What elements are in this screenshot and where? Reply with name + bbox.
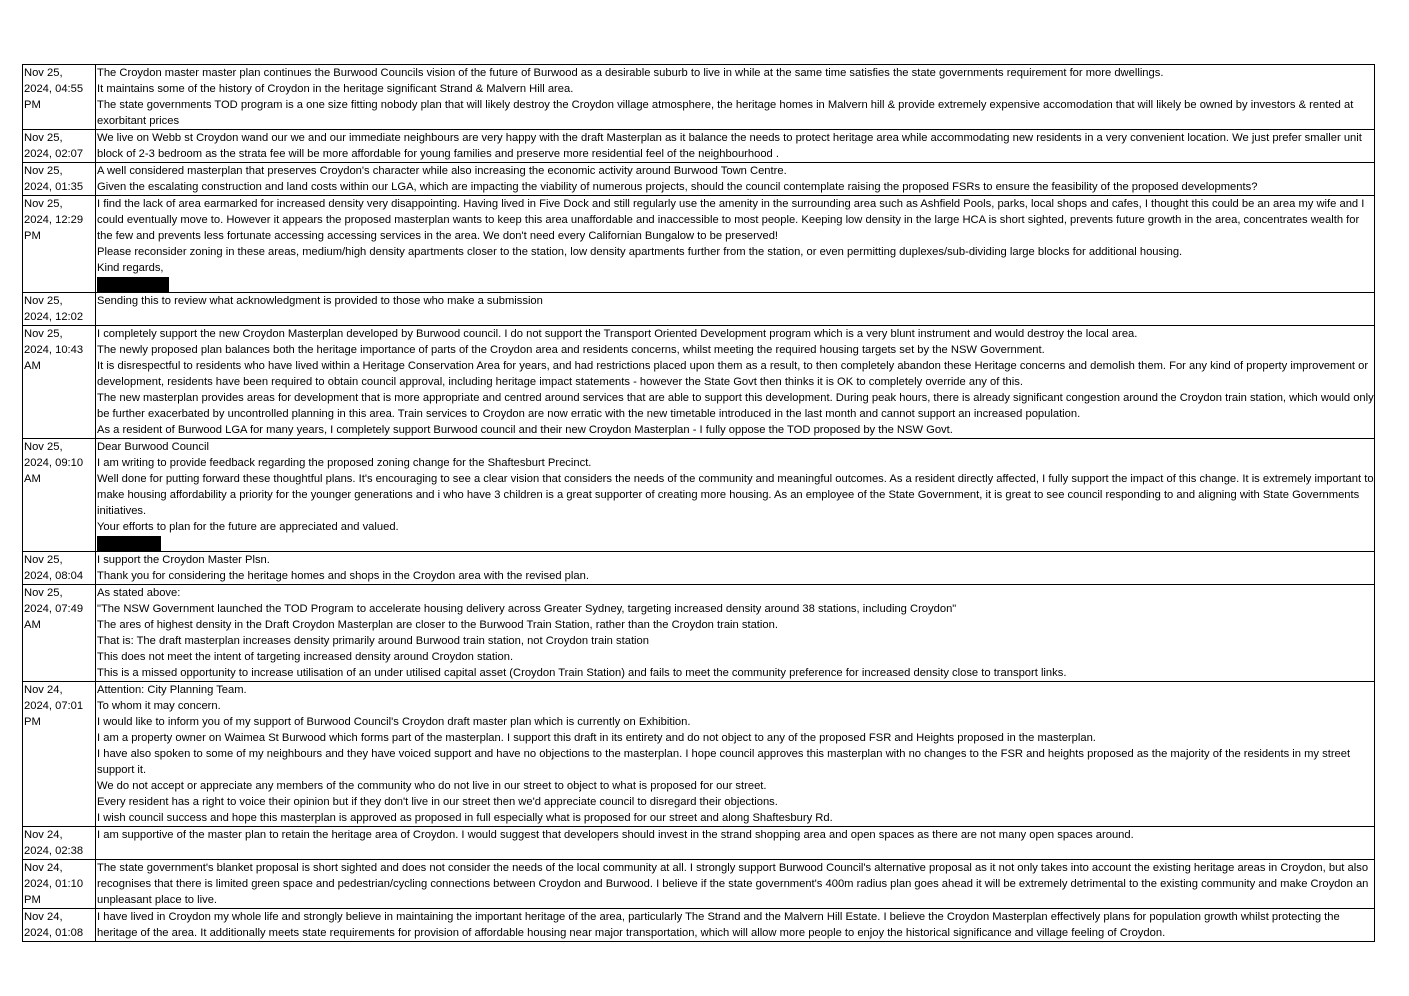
submission-text-line: A well considered masterplan that preserves Croydon's character while also increasing the economic activity around Burwood Town Centre. (97, 165, 787, 177)
table-row (23, 326, 1375, 439)
submissions-table (22, 64, 1375, 942)
submission-text-cell (96, 909, 1375, 942)
submission-date-line: 2024, 07:49 (24, 603, 84, 615)
submission-date-cell (23, 293, 96, 326)
submission-date-line: 2024, 02:38 (24, 845, 84, 857)
submission-text-line: The Croydon master master plan continues the Burwood Councils vision of the future of Burwood as a desirable suburb to live in while at the same time satisfies the state governments requirement for more dwellings. (97, 67, 1164, 79)
submission-date-line: PM (24, 894, 41, 906)
submission-date-cell (23, 163, 96, 196)
submission-date-line: Nov 25, (24, 165, 63, 177)
submission-date-cell (23, 585, 96, 682)
table-row (23, 130, 1375, 163)
submission-text-line: Given the escalating construction and land costs within our LGA, which are impacting the viability of numerous projects, should the council contemplate raising the proposed FSRs to ensure the feasibility of the proposed developments? (97, 181, 1258, 193)
submission-text-line: Thank you for considering the heritage homes and shops in the Croydon area with the revised plan. (97, 570, 589, 582)
submission-text-cell (96, 326, 1375, 439)
submission-date-line: PM (24, 716, 41, 728)
submission-text-line: I am writing to provide feedback regarding the proposed zoning change for the Shaftesburt Precinct. (97, 457, 592, 469)
submission-text-cell (96, 130, 1375, 163)
submission-date-line: 2024, 01:10 (24, 878, 84, 890)
submission-date-line: PM (24, 230, 41, 242)
table-row (23, 827, 1375, 860)
submission-text-cell (96, 196, 1375, 293)
table-row (23, 682, 1375, 827)
submission-text-line: Kind regards, (97, 262, 164, 274)
submission-date-line: 2024, 12:02 (24, 311, 84, 323)
submission-date-cell (23, 860, 96, 909)
submission-date-line: Nov 25, (24, 67, 63, 79)
submissions-table-body (23, 65, 1375, 942)
table-row (23, 163, 1375, 196)
submission-text-line: To whom it may concern. (97, 700, 221, 712)
submission-text-line: "The NSW Government launched the TOD Program to accelerate housing delivery across Greater Sydney, targeting increased density around 38 stations, including Croydon" (97, 603, 957, 615)
submission-date-cell (23, 196, 96, 293)
submission-date-line: Nov 24, (24, 829, 63, 841)
submission-text-line: I completely support the new Croydon Masterplan developed by Burwood council. I do not support the Transport Oriented Development program which is a very blunt instrument and would destroy the local area. (97, 328, 1138, 340)
submission-date-cell (23, 439, 96, 552)
table-row (23, 196, 1375, 293)
submission-text-cell (96, 552, 1375, 585)
submission-text-cell (96, 65, 1375, 130)
submission-date-line: Nov 25, (24, 198, 63, 210)
submission-date-line: Nov 25, (24, 295, 63, 307)
submission-text-line: I have lived in Croydon my whole life and strongly believe in maintaining the important heritage of the area, particularly The Strand and the Malvern Hill Estate. I believe the Croydon Masterplan effectively plans for population growth whilst protecting the heritage of the area. It additionally meets state requirements for provision of affordable housing near major transportation, which will allow more people to enjoy the historical significance and village feeling of Croydon. (97, 911, 1340, 939)
submission-text-line: This is a missed opportunity to increase utilisation of an under utilised capital asset (Croydon Train Station) and fails to meet the community preference for increased density close to transport links. (97, 667, 1067, 679)
table-row (23, 552, 1375, 585)
submission-text-cell (96, 439, 1375, 552)
submission-text-line: As a resident of Burwood LGA for many years, I completely support Burwood council and their new Croydon Masterplan - I fully oppose the TOD proposed by the NSW Govt. (97, 424, 953, 436)
submission-text-line: That is: The draft masterplan increases density primarily around Burwood train station, not Croydon train station (97, 635, 649, 647)
submission-date-line: AM (24, 473, 41, 485)
submission-date-line: 2024, 12:29 (24, 214, 84, 226)
submission-date-line: PM (24, 99, 41, 111)
table-row (23, 293, 1375, 326)
table-row (23, 65, 1375, 130)
submission-text-cell (96, 585, 1375, 682)
table-row (23, 860, 1375, 909)
submission-text-cell (96, 163, 1375, 196)
submission-date-line: AM (24, 619, 41, 631)
submission-text-line: We live on Webb st Croydon wand our we and our immediate neighbours are very happy with the draft Masterplan as it balance the needs to protect heritage area while accommodating new residents in a very convenient location. We just prefer smaller unit block of 2-3 bedroom as the strata fee will be more affordable for young families and preserve more residential feel of the neighbourhood . (97, 132, 1362, 160)
redacted-name-block (97, 277, 169, 292)
submission-text-line: Well done for putting forward these thoughtful plans. It's encouraging to see a clear vision that considers the needs of the community and meaningful outcomes. As a resident directly affected, I fully support the impact of this change. It is extremely important to make housing affordability a priority for the younger generations and i who have 3 children is a great supporter of creating more housing. As an employee of the State Government, it is great to see council responding to and aligning with State Governments initiatives. (97, 473, 1374, 517)
redacted-name-block (97, 536, 161, 551)
submission-text-cell (96, 293, 1375, 326)
submission-text-line: Dear Burwood Council (97, 441, 209, 453)
submission-text-line: Your efforts to plan for the future are appreciated and valued. (97, 521, 399, 533)
submission-text-line: The new masterplan provides areas for development that is more appropriate and centred around services that are able to support this development. During peak hours, there is already significant congestion around the Croydon train station, which would only be further exacerbated by uncontrolled planning in this area. Train services to Croydon are now erratic with the new timetable introduced in the last month and cannot support an increased population. (97, 392, 1374, 420)
submission-date-line: Nov 24, (24, 911, 63, 923)
submission-text-line: It is disrespectful to residents who have lived within a Heritage Conservation Area for years, and had restrictions placed upon them as a result, to then completely abandon these Heritage concerns and demolish them. For any kind of property improvement or development, residents have been required to obtain council approval, including heritage impact statements - however the State Govt then thinks it is OK to completely override any of this. (97, 360, 1369, 388)
submission-date-cell (23, 326, 96, 439)
submission-date-cell (23, 682, 96, 827)
submission-text-line: Please reconsider zoning in these areas, medium/high density apartments closer to the station, low density apartments further from the station, or even permitting duplexes/sub-dividing large blocks for additional housing. (97, 246, 1183, 258)
submission-text-line: Every resident has a right to voice their opinion but if they don't live in our street then we'd appreciate council to disregard their objections. (97, 796, 778, 808)
submission-text-cell (96, 682, 1375, 827)
submission-text-line: As stated above: (97, 587, 181, 599)
submission-date-line: Nov 24, (24, 862, 63, 874)
submission-date-line: 2024, 10:43 (24, 344, 84, 356)
submission-text-line: The state government's blanket proposal is short sighted and does not consider the needs of the local community at all. I strongly support Burwood Council's alternative proposal as it not only takes into account the existing heritage areas in Croydon, but also recognises that there is limited green space and pedestrian/cycling connections between Croydon and Burwood. I believe if the state government's 400m radius plan goes ahead it will be extremely detrimental to the existing community and make Croydon an unpleasant place to live. (97, 862, 1369, 906)
submission-date-cell (23, 552, 96, 585)
submission-date-line: 2024, 08:04 (24, 570, 84, 582)
submission-date-cell (23, 909, 96, 942)
submission-date-line: Nov 25, (24, 554, 63, 566)
submission-date-line: 2024, 02:07 (24, 148, 84, 160)
submission-text-line: Attention: City Planning Team. (97, 684, 247, 696)
submission-text-line: We do not accept or appreciate any members of the community who do not live in our street to object to what is proposed for our street. (97, 780, 767, 792)
submission-date-line: Nov 25, (24, 328, 63, 340)
submission-text-line: I would like to inform you of my support of Burwood Council's Croydon draft master plan which is currently on Exhibition. (97, 716, 691, 728)
submission-text-line: Sending this to review what acknowledgment is provided to those who make a submission (97, 295, 543, 307)
submission-date-cell (23, 827, 96, 860)
submission-date-line: 2024, 01:08 (24, 927, 84, 939)
submission-text-line: I wish council success and hope this masterplan is approved as proposed in full especially what is proposed for our street and along Shaftesbury Rd. (97, 812, 833, 824)
submission-date-line: 2024, 09:10 (24, 457, 84, 469)
submission-date-line: 2024, 07:01 (24, 700, 84, 712)
submission-date-cell (23, 130, 96, 163)
submission-text-line: I support the Croydon Master Plsn. (97, 554, 270, 566)
submission-text-line: The newly proposed plan balances both the heritage importance of parts of the Croydon area and residents concerns, whilst meeting the required housing targets set by the NSW Government. (97, 344, 1045, 356)
submission-text-line: I have also spoken to some of my neighbours and they have voiced support and have no objections to the masterplan. I hope council approves this masterplan with no changes to the FSR and heights proposed as the majority of the residents in my street support it. (97, 748, 1351, 776)
submission-text-line: I find the lack of area earmarked for increased density very disappointing. Having lived in Five Dock and still regularly use the amenity in the surrounding area such as Ashfield Pools, parks, local shops and cafes, I thought this could be an area my wife and I could eventually move to. However it appears the proposed masterplan wants to keep this area unaffordable and inaccessible to most people. Keeping low density in the large HCA is short sighted, prevents future growth in the area, concentrates wealth for the few and prevents less fortunate accessing accessing services in the area. We don't need every Californian Bungalow to be preserved! (97, 198, 1365, 242)
submission-text-cell (96, 827, 1375, 860)
submission-date-line: Nov 25, (24, 441, 63, 453)
submission-text-line: The state governments TOD program is a one size fitting nobody plan that will likely destroy the Croydon village atmosphere, the heritage homes in Malvern hill & provide extremely expensive accomodation that will likely be owned by investors & rented at exorbitant prices (97, 99, 1354, 127)
submission-text-line: I am a property owner on Waimea St Burwood which forms part of the masterplan. I support this draft in its entirety and do not object to any of the proposed FSR and Heights proposed in the masterplan. (97, 732, 1096, 744)
submission-text-cell (96, 860, 1375, 909)
submission-text-line: The ares of highest density in the Draft Croydon Masterplan are closer to the Burwood Train Station, rather than the Croydon train station. (97, 619, 778, 631)
submission-date-line: Nov 25, (24, 132, 63, 144)
submission-text-line: It maintains some of the history of Croydon in the heritage significant Strand & Malvern Hill area. (97, 83, 574, 95)
submission-date-line: Nov 24, (24, 684, 63, 696)
table-row (23, 585, 1375, 682)
submission-date-line: Nov 25, (24, 587, 63, 599)
submission-date-line: 2024, 01:35 (24, 181, 84, 193)
submission-date-line: AM (24, 360, 41, 372)
table-row (23, 439, 1375, 552)
table-row (23, 909, 1375, 942)
submission-text-line: I am supportive of the master plan to retain the heritage area of Croydon. I would suggest that developers should invest in the strand shopping area and open spaces as there are not many open spaces around. (97, 829, 1134, 841)
submission-date-cell (23, 65, 96, 130)
submission-date-line: 2024, 04:55 (24, 83, 84, 95)
submission-text-line: This does not meet the intent of targeting increased density around Croydon station. (97, 651, 514, 663)
